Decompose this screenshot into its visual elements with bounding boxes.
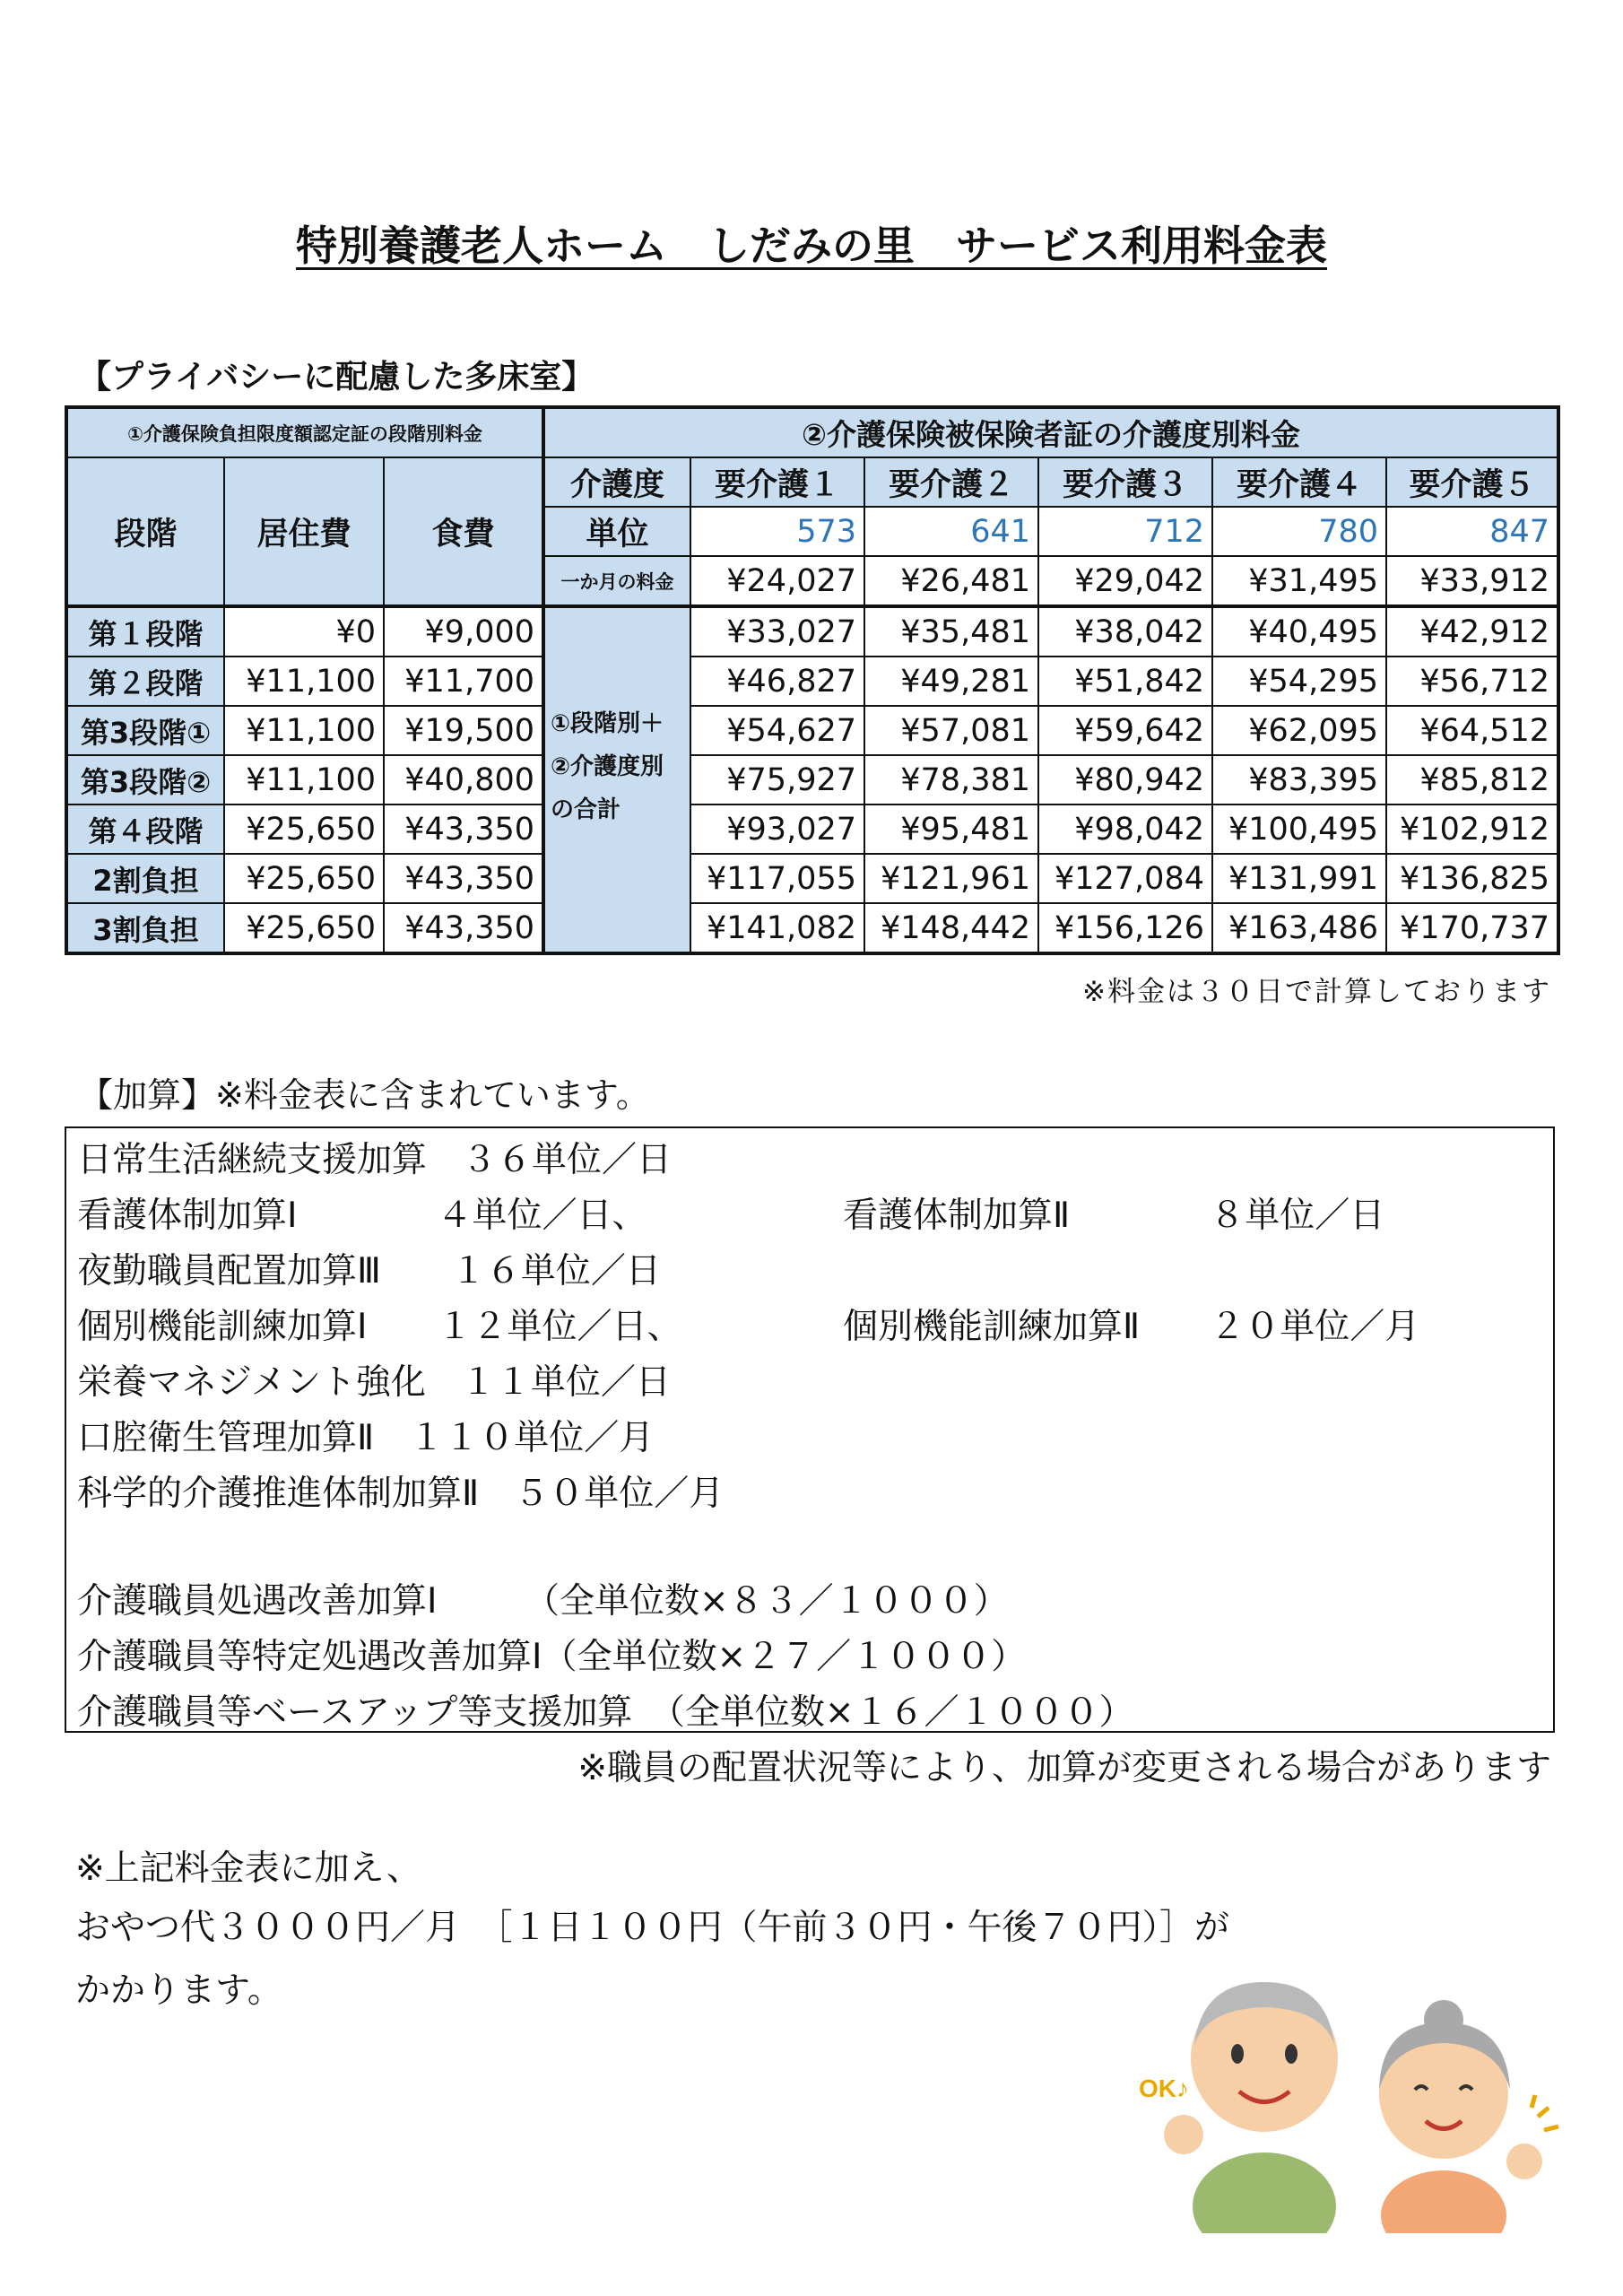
row-stage: 第２段階 <box>66 657 224 706</box>
monthly-5: ¥33,912 <box>1386 556 1558 606</box>
note-30-days: ※料金は３０日で計算しております <box>1082 976 1551 1008</box>
man-eye <box>1285 2044 1298 2064</box>
row-residence: ¥0 <box>224 606 384 657</box>
header-stage-fees: ①介護保険負担限度額認定証の段階別料金 <box>66 407 543 457</box>
row-total: ¥42,912 <box>1386 606 1558 657</box>
row-total: ¥85,812 <box>1386 755 1558 804</box>
woman-hair-bun <box>1424 2000 1463 2039</box>
addition-line: 個別機能訓練加算Ⅰ １２単位／日、 <box>77 1307 682 1347</box>
units-2: 641 <box>864 507 1038 556</box>
woman-body <box>1381 2170 1506 2233</box>
care-level-3: 要介護３ <box>1038 457 1212 507</box>
man-body <box>1193 2152 1336 2233</box>
monthly-2: ¥26,481 <box>864 556 1038 606</box>
addition-line: 科学的介護推進体制加算Ⅱ ５０単位／月 <box>77 1474 725 1514</box>
row-total: ¥54,295 <box>1212 657 1386 706</box>
row-total: ¥54,627 <box>690 706 864 755</box>
row-residence: ¥11,100 <box>224 755 384 804</box>
row-total: ¥95,481 <box>864 804 1038 854</box>
monthly-label: 一か月の料金 <box>543 556 690 606</box>
merged-label-line-1: ①段階別＋ <box>551 709 664 737</box>
row-stage: 第3段階① <box>66 706 224 755</box>
row-total: ¥93,027 <box>690 804 864 854</box>
row-stage: 第４段階 <box>66 804 224 854</box>
merged-label-line-2: ②介護度別 <box>551 752 664 780</box>
footer-line: かかります。 <box>75 1970 282 2011</box>
row-stage: 2割負担 <box>66 854 224 903</box>
footer-line: おやつ代３０００円／月 ［１日１００円（午前３０円・午後７０円）］が <box>75 1908 1230 1948</box>
table-row <box>66 804 1558 854</box>
ok-text: OK♪ <box>1139 2074 1189 2102</box>
addition-line: 栄養マネジメント強化 １１単位／日 <box>77 1362 671 1403</box>
merged-label-line-3: の合計 <box>551 796 621 823</box>
row-total: ¥98,042 <box>1038 804 1212 854</box>
addition-line: 看護体制加算Ⅰ ４単位／日、 <box>77 1196 647 1236</box>
care-level-label: 介護度 <box>543 457 690 507</box>
woman-ok-hand <box>1506 2144 1542 2179</box>
row-stage: 3割負担 <box>66 903 224 953</box>
row-total: ¥141,082 <box>690 903 864 953</box>
row-total: ¥49,281 <box>864 657 1038 706</box>
section-heading-additions: 【加算】※料金表に含まれています。 <box>79 1075 650 1115</box>
additions-box <box>65 1126 1555 1733</box>
row-total: ¥170,737 <box>1386 903 1558 953</box>
row-residence: ¥11,100 <box>224 706 384 755</box>
row-residence: ¥25,650 <box>224 854 384 903</box>
units-5: 847 <box>1386 507 1558 556</box>
row-total: ¥35,481 <box>864 606 1038 657</box>
man-eye <box>1231 2044 1244 2064</box>
row-food: ¥43,350 <box>384 903 543 953</box>
row-total: ¥136,825 <box>1386 854 1558 903</box>
monthly-3: ¥29,042 <box>1038 556 1212 606</box>
row-total: ¥75,927 <box>690 755 864 804</box>
row-total: ¥100,495 <box>1212 804 1386 854</box>
row-total: ¥56,712 <box>1386 657 1558 706</box>
table-row <box>66 606 1558 657</box>
row-stage: 第１段階 <box>66 606 224 657</box>
man-ok-hand <box>1164 2115 1203 2154</box>
col-food-header: 食費 <box>384 457 543 606</box>
row-total: ¥163,486 <box>1212 903 1386 953</box>
elderly-couple-illustration <box>1130 1937 1560 2233</box>
section-heading-room-type: 【プライバシーに配慮した多床室】 <box>79 359 595 396</box>
row-total: ¥64,512 <box>1386 706 1558 755</box>
row-food: ¥43,350 <box>384 804 543 854</box>
header-care-level-fees: ②介護保険被保険者証の介護度別料金 <box>543 407 1558 457</box>
addition-line: 個別機能訓練加算Ⅱ ２０単位／月 <box>843 1307 1420 1347</box>
row-total: ¥121,961 <box>864 854 1038 903</box>
row-stage: 第3段階② <box>66 755 224 804</box>
footer-line: ※上記料金表に加え、 <box>75 1848 422 1889</box>
addition-line: 日常生活継続支援加算 ３６単位／日 <box>77 1140 673 1180</box>
row-residence: ¥25,650 <box>224 903 384 953</box>
row-residence: ¥11,100 <box>224 657 384 706</box>
fee-table <box>65 405 1560 955</box>
row-total: ¥102,912 <box>1386 804 1558 854</box>
sparkle-icon <box>1532 2095 1558 2130</box>
units-4: 780 <box>1212 507 1386 556</box>
table-row <box>66 657 1558 706</box>
units-3: 712 <box>1038 507 1212 556</box>
page-title: 特別養護老人ホーム しだみの里 サービス利用料金表 <box>296 222 1327 270</box>
addition-line: 介護職員処遇改善加算Ⅰ （全単位数×８３／１０００） <box>77 1581 1009 1622</box>
row-total: ¥46,827 <box>690 657 864 706</box>
care-level-5: 要介護５ <box>1386 457 1558 507</box>
row-food: ¥43,350 <box>384 854 543 903</box>
row-total: ¥59,642 <box>1038 706 1212 755</box>
row-total: ¥57,081 <box>864 706 1038 755</box>
units-1: 573 <box>690 507 864 556</box>
col-stage-header: 段階 <box>66 457 224 606</box>
row-total: ¥117,055 <box>690 854 864 903</box>
row-total: ¥83,395 <box>1212 755 1386 804</box>
addition-line: 介護職員等特定処遇改善加算Ⅰ（全単位数×２７／１０００） <box>77 1637 1027 1677</box>
table-row <box>66 854 1558 903</box>
row-total: ¥131,991 <box>1212 854 1386 903</box>
table-row <box>66 755 1558 804</box>
row-food: ¥9,000 <box>384 606 543 657</box>
care-level-4: 要介護４ <box>1212 457 1386 507</box>
monthly-4: ¥31,495 <box>1212 556 1386 606</box>
table-row <box>66 706 1558 755</box>
addition-line: 夜勤職員配置加算Ⅲ １６単位／日 <box>77 1251 661 1292</box>
row-total: ¥38,042 <box>1038 606 1212 657</box>
addition-line: 口腔衛生管理加算Ⅱ １１０単位／月 <box>77 1418 655 1458</box>
row-food: ¥11,700 <box>384 657 543 706</box>
row-total: ¥148,442 <box>864 903 1038 953</box>
row-total: ¥33,027 <box>690 606 864 657</box>
note-staff-change: ※職員の配置状況等により、加算が変更される場合があります <box>577 1748 1551 1788</box>
row-total: ¥51,842 <box>1038 657 1212 706</box>
table-row <box>66 903 1558 953</box>
row-total: ¥127,084 <box>1038 854 1212 903</box>
row-food: ¥40,800 <box>384 755 543 804</box>
care-level-2: 要介護２ <box>864 457 1038 507</box>
row-total: ¥40,495 <box>1212 606 1386 657</box>
addition-line: 看護体制加算Ⅱ ８単位／日 <box>843 1196 1385 1236</box>
merged-sum-label <box>543 606 690 953</box>
units-label: 単位 <box>543 507 690 556</box>
row-total: ¥62,095 <box>1212 706 1386 755</box>
monthly-1: ¥24,027 <box>690 556 864 606</box>
addition-line: 介護職員等ベースアップ等支援加算 （全単位数×１６／１０００） <box>77 1692 1134 1733</box>
row-total: ¥156,126 <box>1038 903 1212 953</box>
row-total: ¥78,381 <box>864 755 1038 804</box>
col-residence-header: 居住費 <box>224 457 384 606</box>
row-food: ¥19,500 <box>384 706 543 755</box>
row-total: ¥80,942 <box>1038 755 1212 804</box>
row-residence: ¥25,650 <box>224 804 384 854</box>
care-level-1: 要介護１ <box>690 457 864 507</box>
